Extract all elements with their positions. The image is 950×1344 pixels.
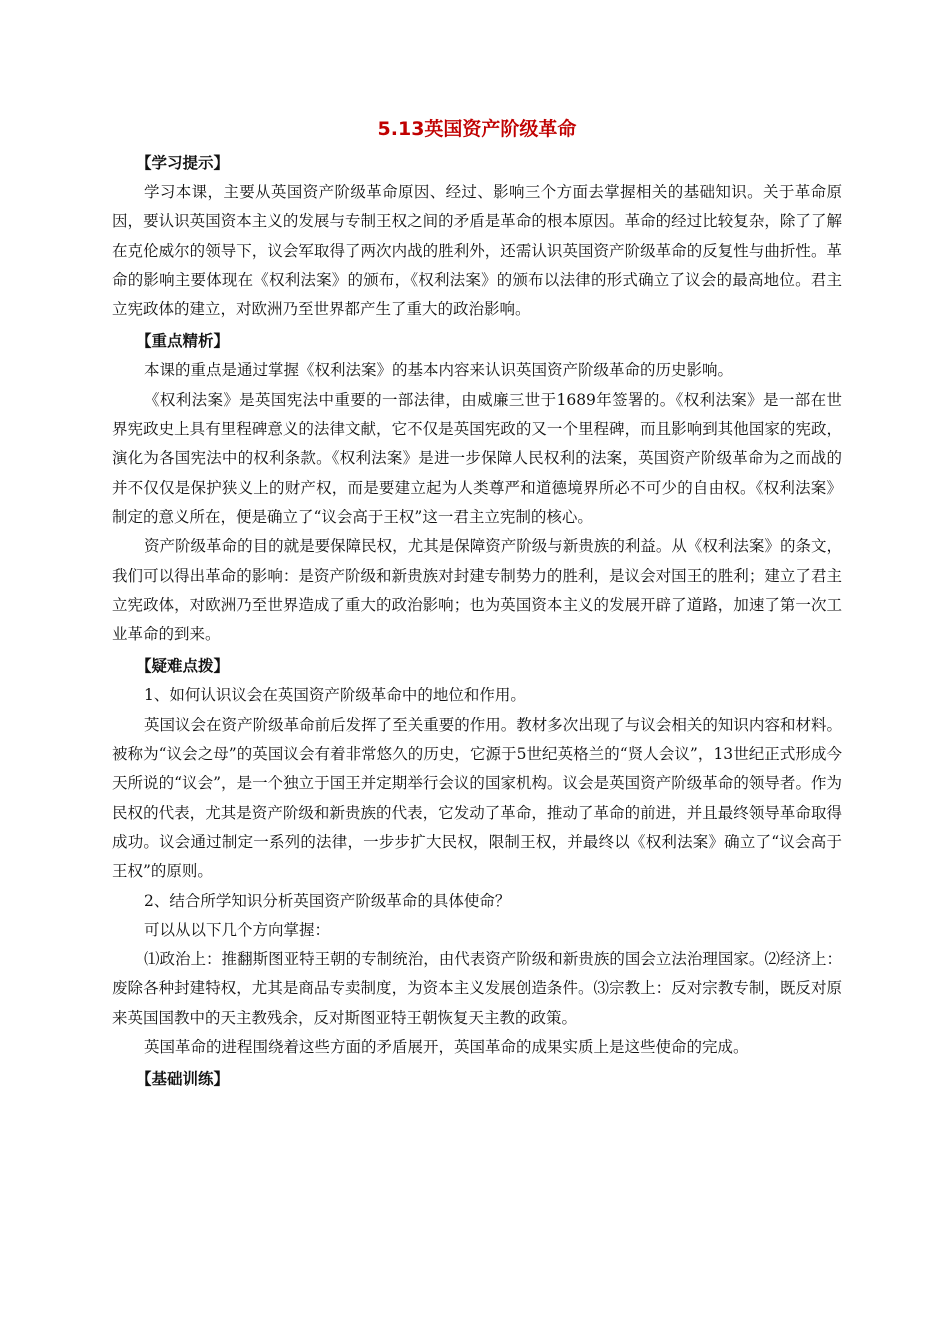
section-heading: 【疑难点拨】 <box>136 657 230 676</box>
paragraph: 学习本课，主要从英国资产阶级革命原因、经过、影响三个方面去掌握相关的基础知识。关于革命原因，要认识英国资本主义的发展与专制王权之间的矛盾是革命的根本原因。革命的经过比较复杂，除了了解在克伦威尔的领导下，议会军取得了两次内战的胜利外，还需认识英国资产阶级革命的反复性与曲折性。革命的影响主要体现在《权利法案》的颁布，《权利法案》的颁布以法律的形式确立了议会的最高地位。君主立宪政体的建立，对欧洲乃至世界都产生了重大的政治影响。 <box>112 183 842 319</box>
section-heading: 【重点精析】 <box>136 332 230 351</box>
section-basic-training <box>112 1064 842 1094</box>
document-title: 5.13英国资产阶级革命 <box>377 118 577 140</box>
paragraph: 英国议会在资产阶级革命前后发挥了至关重要的作用。教材多次出现了与议会相关的知识内容和材料。被称为“议会之母”的英国议会有着非常悠久的历史，它源于5世纪英格兰的“贤人会议”，13世纪正式形成今天所说的“议会”，是一个独立于国王并定期举行会议的国家机构。议会是英国资产阶级革命的领导者。作为民权的代表，尤其是资产阶级和新贵族的代表，它发动了革命，推动了革命的前进，并且最终领导革命取得成功。议会通过制定一系列的法律，一步步扩大民权，限制王权，并最终以《权利法案》确立了“议会高于王权”的原则。 <box>112 715 842 881</box>
paragraph: 本课的重点是通过掌握《权利法案》的基本内容来认识英国资产阶级革命的历史影响。 <box>144 361 734 380</box>
paragraph: 2、结合所学知识分析英国资产阶级革命的具体使命？ <box>144 891 511 910</box>
paragraph: 资产阶级革命的目的就是要保障民权，尤其是保障资产阶级与新贵族的利益。从《权利法案》的条文，我们可以得出革命的影响：是资产阶级和新贵族对封建专制势力的胜利，是议会对国王的胜利；建立了君主立宪政体，对欧洲乃至世界造成了重大的政治影响；也为英国资本主义的发展开辟了道路，加速了第一次工业革命的到来。 <box>112 537 842 644</box>
section-difficulties <box>112 651 842 1062</box>
paragraph: 《权利法案》是英国宪法中重要的一部法律，由威廉三世于1689年签署的。《权利法案》是一部在世界宪政史上具有里程碑意义的法律文献，它不仅是英国宪政的又一个里程碑，而且影响到其他国家的宪政，演化为各国宪法中的权利条款。《权利法案》是进一步保障人民权利的法案，英国资产阶级革命为之而战的并不仅仅是保护狭义上的财产权，而是要建立起为人类尊严和道德境界所必不可少的自由权。《权利法案》制定的意义所在，便是确立了“议会高于王权”这一君主立宪制的核心。 <box>112 390 842 526</box>
document-page <box>112 110 842 1094</box>
paragraph: 1、如何认识议会在英国资产阶级革命中的地位和作用。 <box>144 686 526 705</box>
paragraph: ⑴政治上：推翻斯图亚特王朝的专制统治，由代表资产阶级和新贵族的国会立法治理国家。⑵经济上：废除各种封建特权，尤其是商品专卖制度，为资本主义发展创造条件。⑶宗教上：反对宗教专制，既反对原来英国国教中的天主教残余，反对斯图亚特王朝恢复天主教的政策。 <box>112 950 842 1027</box>
section-key-points <box>112 326 842 649</box>
section-study-tips <box>112 148 842 324</box>
section-heading: 【学习提示】 <box>136 154 230 172</box>
section-heading: 【基础训练】 <box>136 1070 230 1089</box>
paragraph: 英国革命的进程围绕着这些方面的矛盾展开，英国革命的成果实质上是这些使命的完成。 <box>144 1038 749 1057</box>
paragraph: 可以从以下几个方向掌握： <box>144 920 331 939</box>
